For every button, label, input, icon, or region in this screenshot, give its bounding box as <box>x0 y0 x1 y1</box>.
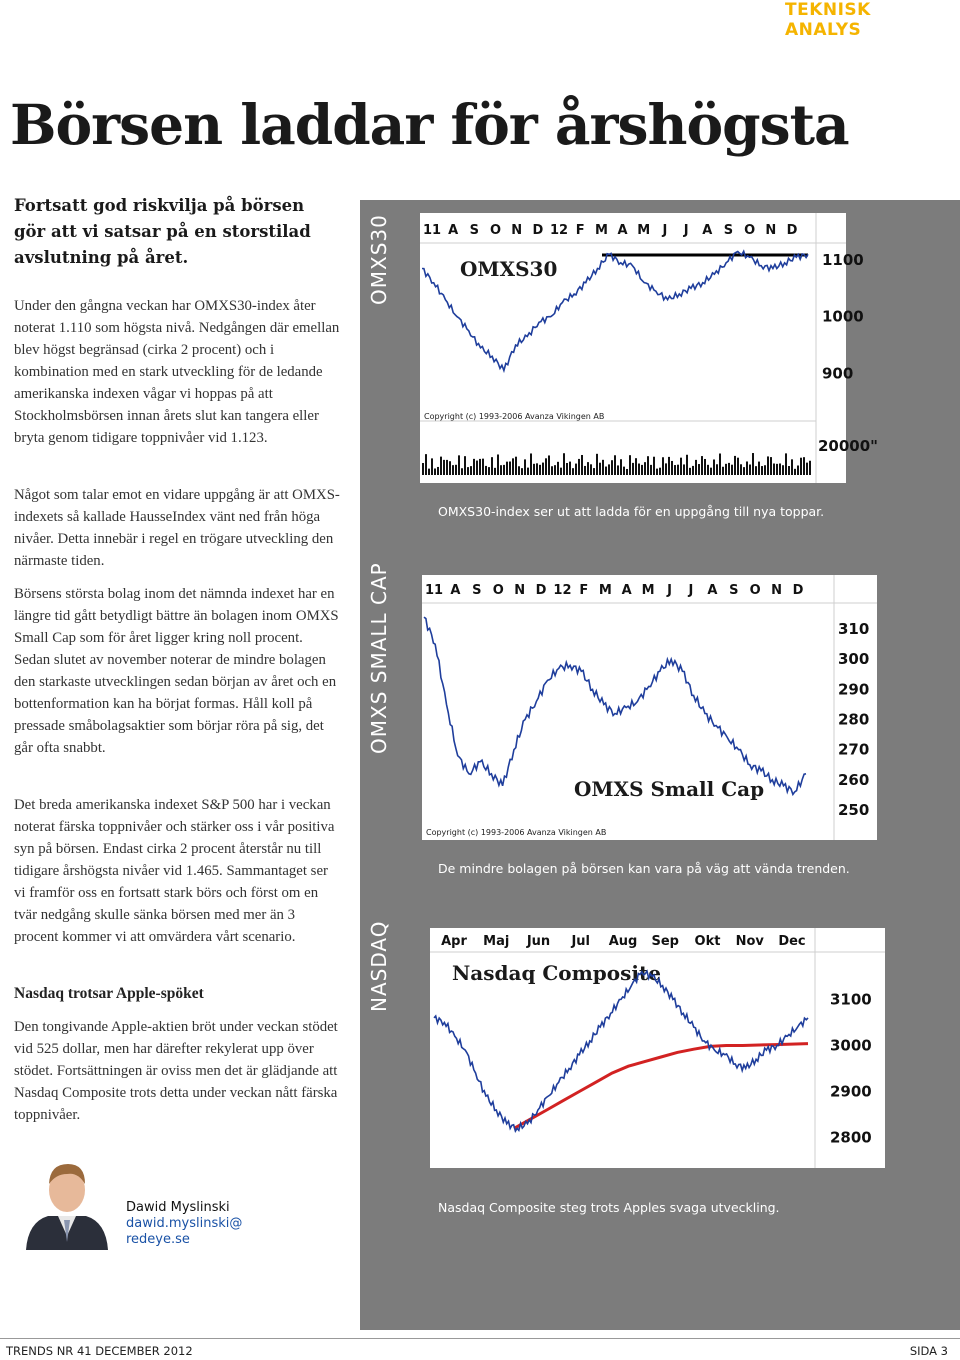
volume-bar <box>671 461 673 475</box>
volume-bar <box>704 459 706 475</box>
volume-bar <box>731 465 733 475</box>
volume-bar <box>638 464 640 475</box>
volume-bar <box>542 463 544 475</box>
volume-bar <box>749 464 751 475</box>
volume-bar <box>806 463 808 475</box>
volume-bar <box>443 460 445 475</box>
volume-bar <box>680 458 682 475</box>
volume-bar <box>479 459 481 475</box>
month-tick-label: J <box>662 223 668 238</box>
volume-bar <box>674 465 676 475</box>
volume-bar <box>764 465 766 475</box>
volume-bar <box>737 458 739 475</box>
y-tick-label: 2800 <box>830 1128 872 1147</box>
volume-bar <box>512 458 514 475</box>
month-tick-label: Jun <box>526 934 551 949</box>
chart-omxs30 <box>420 213 878 483</box>
volume-bar <box>725 464 727 475</box>
volume-bar <box>581 455 583 475</box>
volume-bar <box>809 461 811 475</box>
volume-bar <box>761 466 763 475</box>
footer-page-number: SIDA 3 <box>909 1344 948 1358</box>
volume-bar <box>770 457 772 475</box>
volume-bar <box>422 463 424 475</box>
month-tick-label: Sep <box>651 934 679 949</box>
author-name: Dawid Myslinski <box>126 1200 230 1215</box>
author-photo <box>18 1150 116 1250</box>
volume-bar <box>533 464 535 475</box>
volume-bar <box>599 463 601 475</box>
volume-bar <box>545 458 547 475</box>
footer-publication: TRENDS NR 41 DECEMBER 2012 <box>6 1344 193 1358</box>
volume-bar <box>629 455 631 475</box>
month-tick-label: O <box>744 223 756 238</box>
y-tick-label: 290 <box>838 680 870 699</box>
volume-bar <box>635 458 637 475</box>
month-tick-label: M <box>598 583 612 598</box>
volume-bar <box>788 466 790 475</box>
month-tick-label: F <box>575 223 585 238</box>
volume-bar <box>743 467 745 475</box>
volume-bar <box>425 454 427 475</box>
month-tick-label: Okt <box>694 934 721 949</box>
volume-bar <box>620 459 622 475</box>
volume-bar <box>536 463 538 475</box>
volume-bar <box>602 460 604 475</box>
volume-bar <box>524 459 526 475</box>
month-tick-label: J <box>667 583 672 598</box>
volume-bar <box>614 455 616 475</box>
y-tick-label: 3000 <box>830 1036 872 1055</box>
nasdaq-svg <box>430 928 885 1168</box>
month-tick-label: N <box>511 223 523 238</box>
volume-bar <box>656 469 658 475</box>
month-tick-label: 12 <box>553 583 572 598</box>
volume-bar <box>626 469 628 475</box>
omxs30-chart-title: OMXS30 <box>460 257 558 281</box>
volume-bar <box>689 468 691 475</box>
caption-omxs30: OMXS30-index ser ut att ladda för en uppgång till nya toppar. <box>438 504 825 519</box>
smallcap-svg <box>422 575 877 840</box>
month-tick-label: D <box>535 583 547 598</box>
volume-bar <box>752 453 754 475</box>
volume-bar <box>650 465 652 475</box>
month-tick-label: N <box>765 223 777 238</box>
y-tick-label: 250 <box>838 800 870 819</box>
volume-bar <box>578 459 580 475</box>
volume-bar <box>506 462 508 475</box>
y-tick-label: 900 <box>822 364 854 383</box>
month-tick-label: S <box>469 223 480 238</box>
volume-bar <box>587 462 589 475</box>
volume-bar <box>554 465 556 475</box>
caption-nasdaq: Nasdaq Composite steg trots Apples svaga utveckling. <box>438 1200 780 1215</box>
volume-bar <box>611 460 613 475</box>
volume-bar <box>746 461 748 475</box>
volume-bar <box>701 456 703 475</box>
paragraph-3: Börsens största bolag inom det nämnda indexet har en längre tid gått betydligt bättre än bolagen inom OMXS Small Cap som för året ligger kring noll procent. Sedan slutet av november noterar de mindre bolagen den starkaste utvecklingen sedan början av året och en bottenformation kan ha börjat formas. Håll koll på pressade småbolagsaktier som börjar röra på sig, det går ofta snabbt. <box>14 586 339 756</box>
month-tick-label: D <box>792 583 804 598</box>
y-tick-label: 300 <box>838 650 870 669</box>
volume-bar <box>491 457 493 475</box>
chart-nasdaq <box>430 928 885 1168</box>
volume-bar <box>686 455 688 475</box>
month-tick-label: O <box>749 583 761 598</box>
chart-label-omxs30: OMXS30 <box>367 214 391 305</box>
volume-bar <box>710 468 712 475</box>
month-tick-label: A <box>707 583 718 598</box>
month-tick-label: Dec <box>778 934 806 949</box>
volume-bar <box>476 461 478 475</box>
volume-bar <box>539 465 541 475</box>
volume-bar <box>473 459 475 475</box>
volume-bar <box>458 455 460 475</box>
caption-smallcap: De mindre bolagen på börsen kan vara på väg att vända trenden. <box>438 861 850 876</box>
volume-bar <box>692 466 694 475</box>
volume-bar <box>782 465 784 475</box>
volume-bar <box>755 466 757 475</box>
article-title: Börsen laddar för årshögsta <box>10 92 849 157</box>
month-tick-label: 11 <box>422 223 442 238</box>
month-tick-label: N <box>514 583 526 598</box>
month-tick-label: A <box>621 583 632 598</box>
volume-bar <box>467 467 469 475</box>
month-tick-label: M <box>641 583 655 598</box>
volume-bar <box>518 466 520 475</box>
volume-bar <box>461 468 463 475</box>
volume-bar <box>641 465 643 475</box>
month-tick-label: D <box>786 223 798 238</box>
volume-bar <box>644 462 646 475</box>
volume-bar <box>722 467 724 475</box>
volume-bar <box>653 457 655 475</box>
month-tick-label: A <box>448 223 459 238</box>
month-tick-label: S <box>723 223 734 238</box>
volume-bar <box>593 468 595 475</box>
volume-bar <box>797 465 799 475</box>
month-tick-label: M <box>637 223 651 238</box>
volume-bar <box>437 467 439 475</box>
y-tick-label: 310 <box>838 620 870 639</box>
y-tick-label: 280 <box>838 710 870 729</box>
volume-bar <box>569 462 571 475</box>
volume-bar <box>791 459 793 475</box>
omxs30-svg <box>420 213 878 483</box>
volume-bar <box>803 457 805 475</box>
volume-bar <box>509 462 511 475</box>
month-tick-label: 12 <box>550 223 569 238</box>
paragraph-1: Under den gångna veckan har OMXS30-index åter noterat 1.110 som högsta nivå. Nedgången där emellan blev högst begränsad (cirka 2 procent) och i kombination med en stark utveckling för de ledande amerikanska indexen vågar vi hoppas på att Stockholmsbörsen innan årets slut kan tangera eller bryta genom tidigare toppnivåer vid 1.123. <box>14 298 340 446</box>
chart-label-nasdaq: NASDAQ <box>367 920 391 1012</box>
volume-bar <box>563 453 565 475</box>
smallcap-chart-title: OMXS Small Cap <box>574 777 765 801</box>
volume-bar <box>785 453 787 475</box>
volume-bar <box>575 464 577 475</box>
month-tick-label: Apr <box>441 934 467 949</box>
month-tick-label: A <box>617 223 628 238</box>
volume-bar <box>719 454 721 475</box>
volume-bar <box>488 467 490 475</box>
month-tick-label: J <box>688 583 694 598</box>
volume-bar <box>428 469 430 475</box>
volume-bar <box>515 457 517 475</box>
volume-bar <box>776 464 778 475</box>
month-tick-label: Jul <box>571 934 591 949</box>
month-tick-label: D <box>532 223 544 238</box>
volume-bar <box>446 460 448 475</box>
volume-bar <box>530 453 532 475</box>
volume-bar <box>623 467 625 475</box>
volume-bar <box>500 465 502 475</box>
volume-bar <box>431 458 433 475</box>
volume-bar <box>464 456 466 475</box>
omxs30-copyright: Copyright (c) 1993-2006 Avanza Vikingen AB <box>424 412 605 421</box>
volume-bar <box>455 465 457 475</box>
month-tick-label: A <box>450 583 461 598</box>
volume-bar <box>566 463 568 475</box>
y-tick-label: 3100 <box>830 990 872 1009</box>
volume-bar <box>734 456 736 475</box>
paragraph-2: Något som talar emot en vidare uppgång är att OMXS-indexets så kallade HausseIndex vänt ned från höga nivåer. Detta innebär i regel en trögare utveckling den närmaste tiden. <box>14 487 340 569</box>
volume-bar <box>560 468 562 475</box>
volume-bar <box>716 464 718 475</box>
volume-bar <box>485 466 487 475</box>
month-tick-label: F <box>579 583 589 598</box>
volume-bar <box>584 466 586 475</box>
month-tick-label: 11 <box>424 583 444 598</box>
volume-bar <box>434 468 436 475</box>
volume-bar <box>482 459 484 475</box>
chart-label-smallcap: OMXS SMALL CAP <box>367 562 391 754</box>
volume-bar <box>548 455 550 475</box>
volume-bar <box>668 457 670 475</box>
volume-bar <box>617 465 619 475</box>
month-tick-label: A <box>702 223 713 238</box>
volume-bar <box>521 468 523 475</box>
volume-bar <box>740 464 742 475</box>
y-tick-label: 1000 <box>822 307 864 326</box>
volume-bar <box>683 464 685 475</box>
omxs30-volume-label: 20000" <box>818 437 878 455</box>
y-tick-label: 270 <box>838 740 870 759</box>
y-tick-label: 2900 <box>830 1082 872 1101</box>
volume-bar <box>665 463 667 475</box>
volume-bar <box>596 454 598 475</box>
volume-bar <box>470 466 472 475</box>
volume-bar <box>779 463 781 475</box>
y-tick-label: 260 <box>838 770 870 789</box>
month-tick-label: N <box>771 583 783 598</box>
nasdaq-chart-title: Nasdaq Composite <box>452 961 661 985</box>
subheading: Nasdaq trotsar Apple-spöket <box>14 985 204 1002</box>
paragraph-4: Det breda amerikanska indexet S&P 500 har i veckan noterat färska toppnivåer och stärker oss i vår positiva syn på börsen. Endast cirka 2 procent återstår nu till tidigare årshögsta nivåer vid 1.465. Sammantaget ser vi framför oss en fortsatt stark börs och först om en tvär nedgång skulle sänka börsen med mer än 3 procent kommer vi att omvärdera vårt scenario. <box>14 797 335 945</box>
volume-bar <box>449 461 451 475</box>
volume-bar <box>794 469 796 475</box>
chart-smallcap <box>422 575 877 840</box>
volume-bar <box>557 462 559 475</box>
volume-bar <box>767 456 769 475</box>
ingress: Fortsatt god riskvilja på börsen gör att vi satsar på en storstilad avslutning på året. <box>14 196 311 267</box>
volume-bar <box>632 463 634 475</box>
volume-bar <box>497 454 499 475</box>
author-email[interactable]: dawid.myslinski@ redeye.se <box>126 1216 243 1247</box>
volume-bar <box>452 465 454 475</box>
volume-bar <box>707 465 709 475</box>
volume-bar <box>494 468 496 475</box>
volume-bar <box>590 464 592 475</box>
volume-bar <box>728 463 730 475</box>
volume-bar <box>659 468 661 475</box>
volume-bar <box>773 463 775 475</box>
month-tick-label: Maj <box>483 934 510 949</box>
volume-bar <box>758 462 760 475</box>
paragraph-5: Den tongivande Apple-aktien bröt under veckan stödet vid 525 dollar, men har därefter rekylerat upp över stödet. Fortsättningen är oviss men det är glädjande att Nasdaq Composite trots detta under veckan nått färska toppnivåer. <box>14 1019 338 1123</box>
volume-bar <box>647 456 649 475</box>
month-tick-label: Aug <box>608 934 638 949</box>
volume-bar <box>527 468 529 475</box>
footer-rule <box>0 1338 960 1339</box>
volume-bar <box>572 468 574 475</box>
month-tick-label: O <box>492 583 504 598</box>
volume-bar <box>695 460 697 475</box>
volume-bar <box>662 457 664 475</box>
volume-bar <box>605 467 607 475</box>
month-tick-label: Nov <box>735 934 764 949</box>
volume-bar <box>608 464 610 475</box>
section-label: TEKNISK ANALYS <box>785 0 871 40</box>
month-tick-label: J <box>683 223 689 238</box>
volume-bar <box>503 465 505 475</box>
volume-bar <box>713 459 715 475</box>
month-tick-label: O <box>489 223 502 238</box>
month-tick-label: S <box>729 583 739 598</box>
section-tag <box>785 0 960 40</box>
volume-bar <box>800 458 802 475</box>
volume-bar <box>698 464 700 475</box>
month-tick-label: S <box>472 583 482 598</box>
y-tick-label: 1100 <box>822 251 864 269</box>
volume-bar <box>551 466 553 475</box>
volume-bar <box>440 457 442 475</box>
volume-bar <box>677 465 679 475</box>
month-tick-label: M <box>594 223 608 238</box>
smallcap-copyright: Copyright (c) 1993-2006 Avanza Vikingen AB <box>426 828 607 837</box>
